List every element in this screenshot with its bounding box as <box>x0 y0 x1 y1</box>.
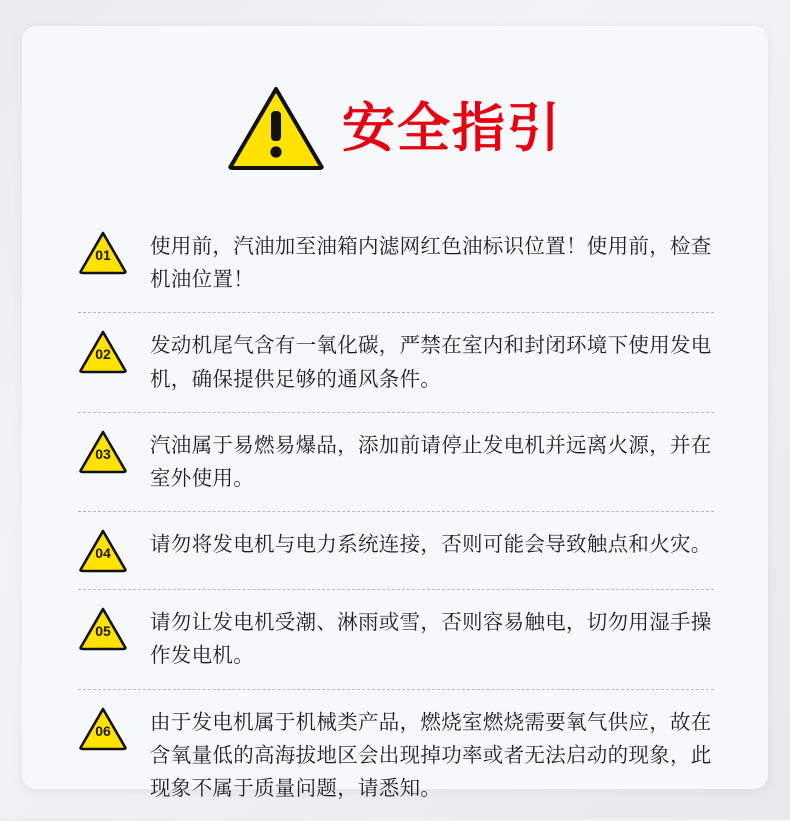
number-badge-icon <box>78 329 128 374</box>
warning-triangle-icon <box>228 86 324 170</box>
item-number: 02 <box>95 346 111 363</box>
list-item <box>78 690 714 821</box>
list-item <box>78 214 714 313</box>
page-header <box>62 86 728 170</box>
item-number: 06 <box>95 722 111 739</box>
item-text: 由于发电机属于机械类产品，燃烧室燃烧需要氧气供应，故在含氧量低的高海拔地区会出现掉功率或者无法启动的现象，此现象不属于质量问题，请悉知。 <box>150 710 712 801</box>
list-item <box>78 590 714 689</box>
item-number: 03 <box>95 445 111 462</box>
item-text: 发动机尾气含有一氧化碳，严禁在室内和封闭环境下使用发电机，确保提供足够的通风条件。 <box>150 334 712 391</box>
number-badge-icon <box>78 606 128 651</box>
number-badge-icon <box>78 528 128 573</box>
item-number: 05 <box>95 623 111 640</box>
list-item <box>78 313 714 412</box>
number-badge-icon <box>78 230 128 275</box>
list-item <box>78 413 714 512</box>
number-badge-icon <box>78 429 128 474</box>
list-item <box>78 512 714 590</box>
item-text: 汽油属于易燃易爆品，添加前请停止发电机并远离火源，并在室外使用。 <box>150 433 712 491</box>
content-card <box>22 26 768 801</box>
item-number: 04 <box>95 545 111 562</box>
item-text: 请勿将发电机与电力系统连接，否则可能会导致触点和火灾。 <box>150 533 712 557</box>
item-number: 01 <box>95 247 111 263</box>
number-badge-icon <box>78 706 128 751</box>
item-text: 请勿让发电机受潮、淋雨或雪，否则容易触电，切勿用湿手操作发电机。 <box>150 611 712 668</box>
guidelines-list <box>62 214 728 821</box>
page-title: 安全指引 <box>342 98 562 158</box>
item-text: 使用前，汽油加至油箱内滤网红色油标识位置！使用前，检查机油位置！ <box>150 235 712 292</box>
